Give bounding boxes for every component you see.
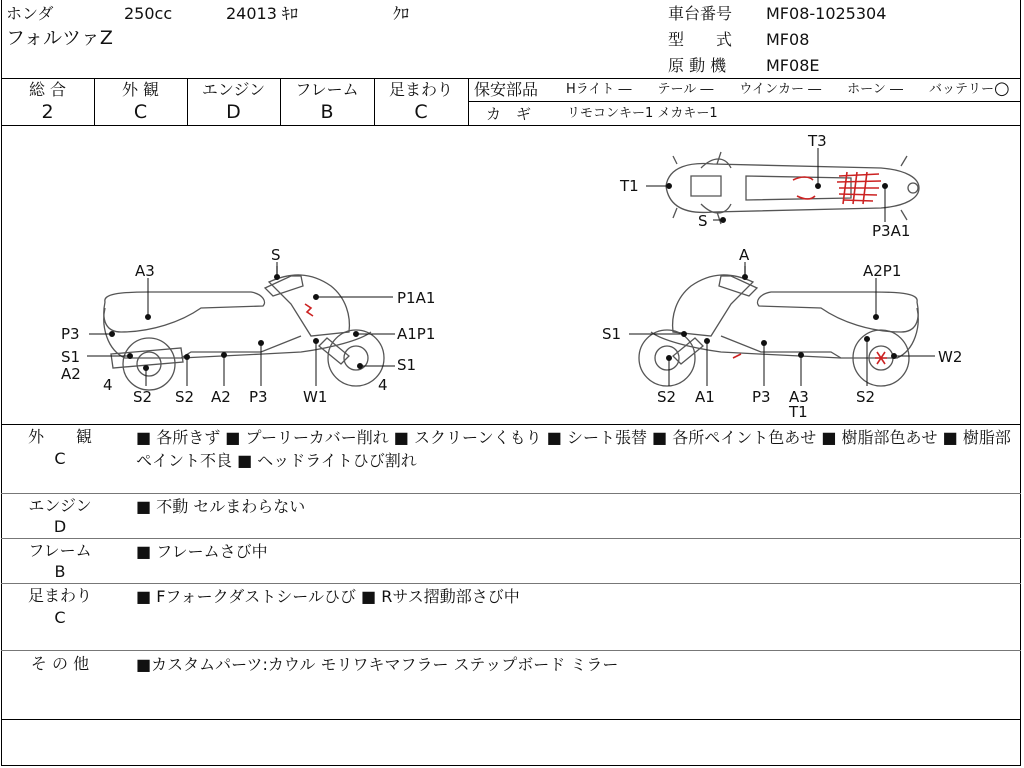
damage-marks <box>305 172 887 364</box>
grade-header-exterior: 外 観 <box>121 80 160 99</box>
divider <box>1 719 1021 720</box>
section-grade: B <box>54 562 66 581</box>
label-top-s: S <box>698 212 708 230</box>
label-left-s2b: S2 <box>175 388 195 406</box>
label-left-a2: A2 <box>61 365 81 383</box>
frame-no: MF08-1025304 <box>766 4 887 23</box>
grade-value-frame: B <box>320 101 334 123</box>
model-name: フォルツァZ <box>6 27 113 49</box>
displacement: 250cc <box>124 4 173 23</box>
label-left-p3b: P3 <box>249 388 268 406</box>
label-top-p3a1: P3A1 <box>872 222 911 240</box>
label-top-t1: T1 <box>620 177 639 195</box>
label-left-s: S <box>271 246 281 264</box>
keys-value: リモコンキー1 メカキー1 <box>567 106 718 121</box>
section-label: 外 観 <box>27 427 92 446</box>
label-right-p3: P3 <box>752 388 771 406</box>
label-right-s1: S1 <box>602 325 622 343</box>
frame-no-label: 車台番号 <box>668 4 733 23</box>
label-left-p3: P3 <box>61 325 80 343</box>
section-label: フレーム <box>28 541 92 560</box>
divider <box>1 538 1021 539</box>
divider <box>1 78 1021 79</box>
engine-value: MF08E <box>766 56 820 75</box>
section-text: ■ 不動 セルまわらない <box>136 497 306 516</box>
label-left-a3: A3 <box>135 262 155 280</box>
label-left-s2a: S2 <box>133 388 153 406</box>
grade-header-frame: フレーム <box>295 80 359 99</box>
section-text: ■ Fフォークダストシールひび ■ Rサス摺動部さび中 <box>136 587 520 606</box>
section-grade: C <box>54 608 66 627</box>
section-label: 足まわり <box>27 586 92 605</box>
safety-items: Hライト ― テール ― ウインカー ― ホーン ― バッテリー <box>566 82 995 97</box>
divider <box>468 78 469 125</box>
color: ｸﾛ <box>393 4 410 23</box>
divider <box>1 650 1021 651</box>
divider <box>1 424 1021 425</box>
label-right-a: A <box>739 246 750 264</box>
grade-value-overall: 2 <box>41 101 54 123</box>
section-text: ■カスタムパーツ:カウル モリワキマフラー ステップボード ミラー <box>136 655 619 674</box>
leader-lines <box>87 148 935 386</box>
grade-value-suspension: C <box>414 101 428 123</box>
label-left-4b: 4 <box>378 376 388 394</box>
mileage: 24013 ｷﾛ <box>226 4 298 23</box>
keys-label: カ ギ <box>486 105 532 123</box>
diagram-labels <box>61 132 962 421</box>
label-top-t3: T3 <box>808 132 827 150</box>
label-right-s2b: S2 <box>856 388 876 406</box>
divider <box>1 493 1021 494</box>
label-left-a1p1: A1P1 <box>397 325 436 343</box>
section-label: そ の 他 <box>30 654 90 673</box>
battery-mark: ○ <box>994 78 1010 99</box>
label-right-a3: A3 <box>789 388 809 406</box>
damage-diagram <box>1 126 1021 424</box>
type-value: MF08 <box>766 30 810 49</box>
divider <box>1 583 1021 584</box>
maker: ホンダ <box>6 4 54 23</box>
label-left-a2b: A2 <box>211 388 231 406</box>
grade-header-overall: 総 合 <box>28 80 67 99</box>
section-text: ■ フレームさび中 <box>136 542 268 561</box>
label-left-s1: S1 <box>61 348 81 366</box>
section-label: エンジン <box>28 496 92 515</box>
label-right-t1: T1 <box>789 403 808 421</box>
type-label: 型 式 <box>668 30 733 49</box>
label-left-4a: 4 <box>103 376 113 394</box>
divider <box>468 101 1021 102</box>
grade-header-suspension: 足まわり <box>388 80 453 99</box>
section-grade: D <box>53 517 67 536</box>
label-right-s2a: S2 <box>657 388 677 406</box>
safety-label: 保安部品 <box>474 80 539 99</box>
label-right-a1: A1 <box>695 388 715 406</box>
label-left-p1a1: P1A1 <box>397 289 436 307</box>
grade-value-exterior: C <box>133 101 148 123</box>
section-text: ■ 各所きず ■ プーリーカバー削れ ■ スクリーンくもり ■ シート張替 ■ 各所ペイント色あせ ■ 樹脂部色あせ ■ 樹脂部ペイント不良 ■ ヘッドライトひび割れ <box>136 428 1011 470</box>
section-grade: C <box>54 449 66 468</box>
grade-header-engine: エンジン <box>201 80 266 99</box>
label-left-w1: W1 <box>303 388 328 406</box>
label-left-s1b: S1 <box>397 356 417 374</box>
grade-value-engine: D <box>226 101 241 123</box>
label-right-a2p1: A2P1 <box>863 262 902 280</box>
engine-label: 原 動 機 <box>668 56 727 75</box>
label-right-w2: W2 <box>938 348 963 366</box>
